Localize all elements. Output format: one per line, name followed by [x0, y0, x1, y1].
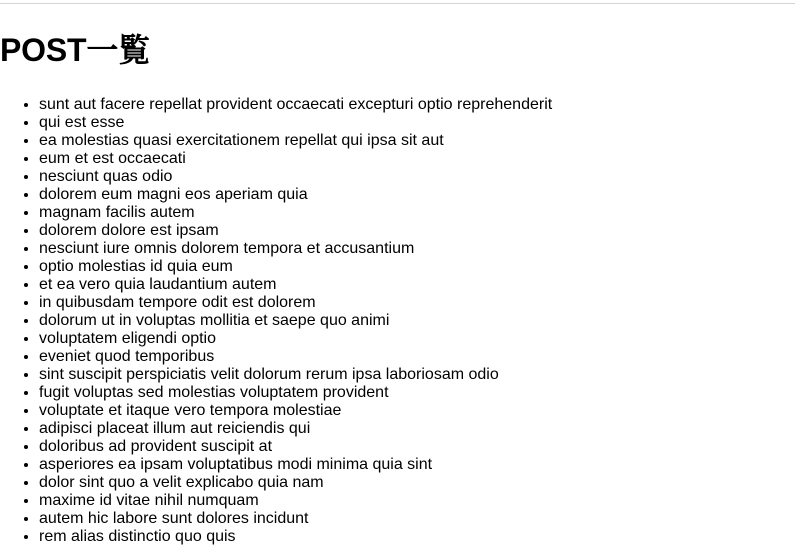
post-list-item: • in quibusdam tempore odit est dolorem	[39, 294, 552, 312]
post-list-item: • magnam facilis autem	[39, 204, 552, 222]
post-list-item: • maxime id vitae nihil numquam	[39, 492, 552, 510]
post-list-item: • qui est esse	[39, 114, 552, 132]
post-list-item: • nesciunt iure omnis dolorem tempora et accusantium	[39, 240, 552, 258]
post-list-item: • et ea vero quia laudantium autem	[39, 276, 552, 294]
post-list-item: • nesciunt quas odio	[39, 168, 552, 186]
post-list-item: • sunt aut facere repellat provident occaecati excepturi optio reprehenderit	[39, 96, 552, 114]
post-list	[0, 96, 552, 546]
post-list-item: • dolor sint quo a velit explicabo quia nam	[39, 474, 552, 492]
post-list-item: • asperiores ea ipsam voluptatibus modi minima quia sint	[39, 456, 552, 474]
page-title: POST一覧	[0, 32, 150, 68]
post-list-item: • voluptatem eligendi optio	[39, 330, 552, 348]
post-list-item: • dolorem eum magni eos aperiam quia	[39, 186, 552, 204]
post-list-item: • rem alias distinctio quo quis	[39, 528, 552, 546]
post-list-item: • dolorem dolore est ipsam	[39, 222, 552, 240]
post-list-item: • optio molestias id quia eum	[39, 258, 552, 276]
post-list-item: • fugit voluptas sed molestias voluptatem provident	[39, 384, 552, 402]
post-list-item: • sint suscipit perspiciatis velit dolorum rerum ipsa laboriosam odio	[39, 366, 552, 384]
post-list-item: • eum et est occaecati	[39, 150, 552, 168]
post-list-item: • autem hic labore sunt dolores incidunt	[39, 510, 552, 528]
post-list-item: • dolorum ut in voluptas mollitia et saepe quo animi	[39, 312, 552, 330]
post-list-item: • ea molestias quasi exercitationem repellat qui ipsa sit aut	[39, 132, 552, 150]
top-divider	[0, 3, 795, 4]
post-list-item: • eveniet quod temporibus	[39, 348, 552, 366]
post-list-item: • doloribus ad provident suscipit at	[39, 438, 552, 456]
post-list-item: • voluptate et itaque vero tempora molestiae	[39, 402, 552, 420]
post-list-item: • adipisci placeat illum aut reiciendis qui	[39, 420, 552, 438]
